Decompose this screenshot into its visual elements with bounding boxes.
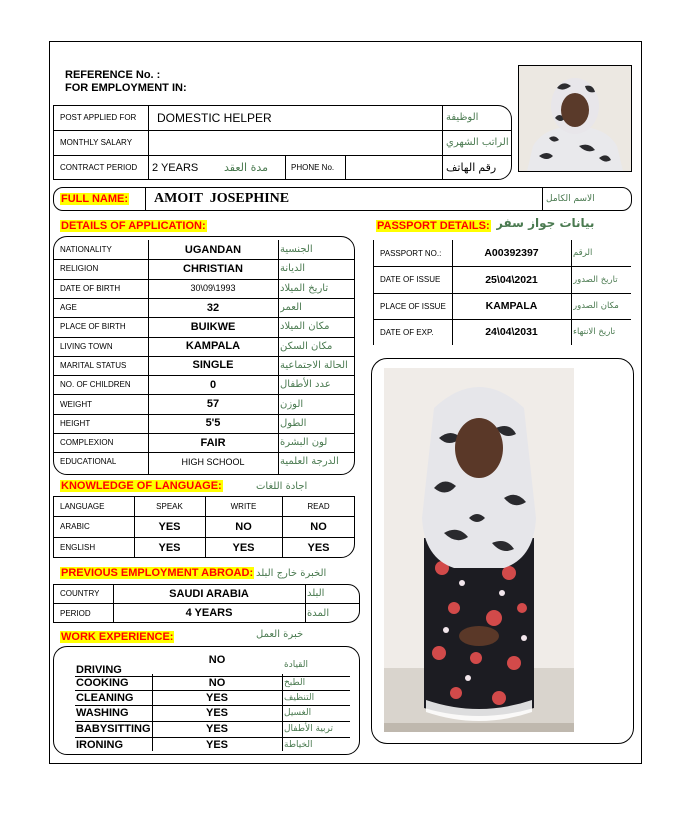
- applicant-portrait-photo-icon: [519, 66, 631, 171]
- contract-label-ar: مدة العقد: [224, 161, 268, 174]
- language-read-value: YES: [307, 541, 330, 554]
- contract-label: CONTRACT PERIOD: [60, 163, 138, 172]
- passport-heading-text: PASSPORT DETAILS:: [377, 220, 490, 232]
- post-label-ar: الوظيفة: [446, 112, 479, 123]
- phone-label-ar: رقم الهاتف: [446, 162, 497, 174]
- portrait-photo-frame: [518, 65, 632, 172]
- detail-label-ar: الطول: [280, 417, 307, 429]
- detail-label: HEIGHT: [60, 418, 91, 428]
- column-divider: [282, 674, 283, 751]
- work-experience-value: YES: [205, 707, 228, 719]
- reference-label: REFERENCE No. :: [65, 69, 161, 81]
- column-divider: [278, 240, 279, 475]
- detail-label-ar: لون البشرة: [280, 437, 328, 449]
- passport-label: PLACE OF ISSUE: [380, 301, 446, 311]
- language-column-header: WRITE: [230, 501, 257, 511]
- passport-label: DATE OF ISSUE: [380, 275, 441, 284]
- work-experience-label-ar: القيادة: [284, 660, 308, 670]
- full-name-label: [60, 187, 129, 211]
- language-speak-value: YES: [158, 541, 181, 554]
- work-experience-label: CLEANING: [76, 691, 134, 704]
- work-experience-label: IRONING: [76, 739, 124, 751]
- detail-label-ar: الحالة الاجتماعية: [280, 359, 348, 371]
- work-experience-value: YES: [205, 691, 228, 704]
- passport-label-ar: تاريخ الانتهاء: [573, 327, 616, 337]
- language-column-header: READ: [307, 501, 330, 511]
- detail-label: WEIGHT: [60, 399, 92, 409]
- detail-label: AGE: [60, 303, 77, 313]
- detail-label-ar: العمر: [280, 302, 302, 314]
- detail-label-ar: تاريخ الميلاد: [280, 282, 329, 294]
- work-experience-value: NO: [208, 654, 226, 666]
- detail-value: FAIR: [200, 436, 226, 449]
- salary-label-ar: الراتب الشهري: [446, 137, 509, 148]
- detail-label-ar: الجنسية: [280, 244, 313, 256]
- work-experience-label-ar: التنظيف: [284, 692, 315, 703]
- contract-value: 2 YEARS: [152, 161, 199, 174]
- detail-value: CHRISTIAN: [183, 262, 243, 275]
- work-experience-label-ar: الغسيل: [284, 708, 312, 718]
- detail-value: 30\09\1993: [190, 283, 236, 294]
- passport-label-ar: مكان الصدور: [573, 301, 619, 311]
- detail-label: MARITAL STATUS: [60, 360, 127, 370]
- phone-label: PHONE No.: [291, 163, 335, 172]
- detail-label: LIVING TOWN: [60, 341, 113, 351]
- full-body-photo: [384, 368, 574, 732]
- detail-value: UGANDAN: [184, 243, 242, 256]
- language-name: ENGLISH: [60, 543, 96, 552]
- passport-heading: [376, 218, 491, 234]
- detail-label-ar: الوزن: [280, 398, 304, 410]
- language-heading-text: KNOWLEDGE OF LANGUAGE:: [61, 480, 222, 492]
- work-experience-heading-text: WORK EXPERIENCE:: [61, 631, 174, 643]
- post-value: DOMESTIC HELPER: [157, 110, 272, 125]
- passport-value: KAMPALA: [485, 300, 538, 312]
- work-experience-value: NO: [208, 677, 226, 689]
- period-label-ar: المدة: [307, 607, 330, 619]
- period-value: 4 YEARS: [185, 607, 233, 619]
- detail-value: 57: [206, 398, 220, 411]
- passport-value: A00392397: [484, 247, 539, 259]
- country-label: COUNTRY: [60, 589, 100, 598]
- detail-value: 5'5: [205, 417, 221, 430]
- prev-employment-heading-ar: الخبرة خارج البلد: [256, 567, 327, 579]
- language-speak-value: YES: [158, 520, 181, 533]
- reference-header: [65, 69, 187, 95]
- employment-label: FOR EMPLOYMENT IN:: [65, 82, 187, 94]
- language-write-value: NO: [235, 520, 252, 533]
- detail-label-ar: عدد الأطفال: [280, 379, 331, 391]
- detail-value: KAMPALA: [185, 340, 241, 353]
- work-experience-heading: [60, 629, 174, 645]
- full-name-label-ar: الاسم الكامل: [546, 194, 595, 204]
- passport-label: DATE OF EXP.: [380, 327, 434, 337]
- work-experience-label: WASHING: [76, 707, 129, 719]
- detail-label: PLACE OF BIRTH: [60, 322, 126, 332]
- country-label-ar: البلد: [307, 588, 325, 599]
- work-experience-label-ar: تربية الأطفال: [284, 724, 334, 734]
- detail-label-ar: مكان السكن: [280, 340, 333, 352]
- passport-label-ar: تاريخ الصدور: [573, 274, 618, 285]
- work-experience-heading-ar: خبرة العمل: [256, 628, 304, 640]
- language-heading-ar: اجادة اللغات: [256, 480, 308, 492]
- work-experience-value: YES: [205, 739, 228, 751]
- work-experience-label: DRIVING: [76, 664, 122, 676]
- full-name-label-text: FULL NAME:: [61, 193, 129, 205]
- prev-employment-heading: [60, 565, 254, 581]
- detail-value: SINGLE: [192, 359, 234, 372]
- passport-value: 25\04\2021: [485, 273, 538, 286]
- passport-label: PASSPORT NO.:: [380, 248, 442, 258]
- prev-employment-heading-text: PREVIOUS EMPLOYMENT ABROAD:: [61, 567, 254, 579]
- detail-label-ar: مكان الميلاد: [280, 321, 330, 333]
- work-experience-label: BABYSITTING: [76, 723, 151, 735]
- detail-label-ar: الدرجة العلمية: [280, 456, 339, 468]
- details-heading: [60, 218, 207, 234]
- language-column-header: LANGUAGE: [60, 501, 105, 511]
- detail-label: RELIGION: [60, 264, 99, 274]
- detail-label: NO. OF CHILDREN: [60, 380, 131, 390]
- passport-heading-ar: بيانات جواز سفر: [496, 216, 595, 230]
- detail-label: DATE OF BIRTH: [60, 283, 121, 293]
- detail-value: 0: [209, 378, 217, 391]
- language-read-value: NO: [310, 520, 327, 533]
- language-name: ARABIC: [60, 522, 90, 531]
- detail-label: COMPLEXION: [60, 438, 114, 448]
- applicant-full-body-photo-icon: [384, 368, 574, 732]
- work-experience-value: YES: [205, 723, 228, 735]
- details-heading-text: DETAILS OF APPLICATION:: [61, 220, 206, 232]
- detail-value: HIGH SCHOOL: [181, 456, 245, 467]
- detail-label: EDUCATIONAL: [60, 457, 117, 467]
- post-label: POST APPLIED FOR: [60, 113, 137, 122]
- passport-value: 24\04\2031: [485, 326, 538, 338]
- work-experience-label: COOKING: [76, 677, 129, 689]
- detail-value: BUIKWE: [190, 320, 236, 333]
- language-column-header: SPEAK: [156, 501, 183, 511]
- salary-label: MONTHLY SALARY: [60, 138, 133, 147]
- work-experience-label-ar: الطبخ: [284, 678, 306, 688]
- passport-label-ar: الرقم: [573, 248, 593, 258]
- detail-label-ar: الديانة: [280, 263, 306, 275]
- period-label: PERIOD: [60, 608, 91, 618]
- work-experience-label-ar: الخياطة: [284, 740, 313, 750]
- language-heading: [60, 478, 223, 494]
- detail-label: NATIONALITY: [60, 245, 112, 255]
- full-name-value: AMOIT JOSEPHINE: [154, 191, 290, 206]
- detail-value: 32: [206, 301, 220, 314]
- country-value: SAUDI ARABIA: [169, 587, 249, 600]
- language-write-value: YES: [232, 541, 255, 554]
